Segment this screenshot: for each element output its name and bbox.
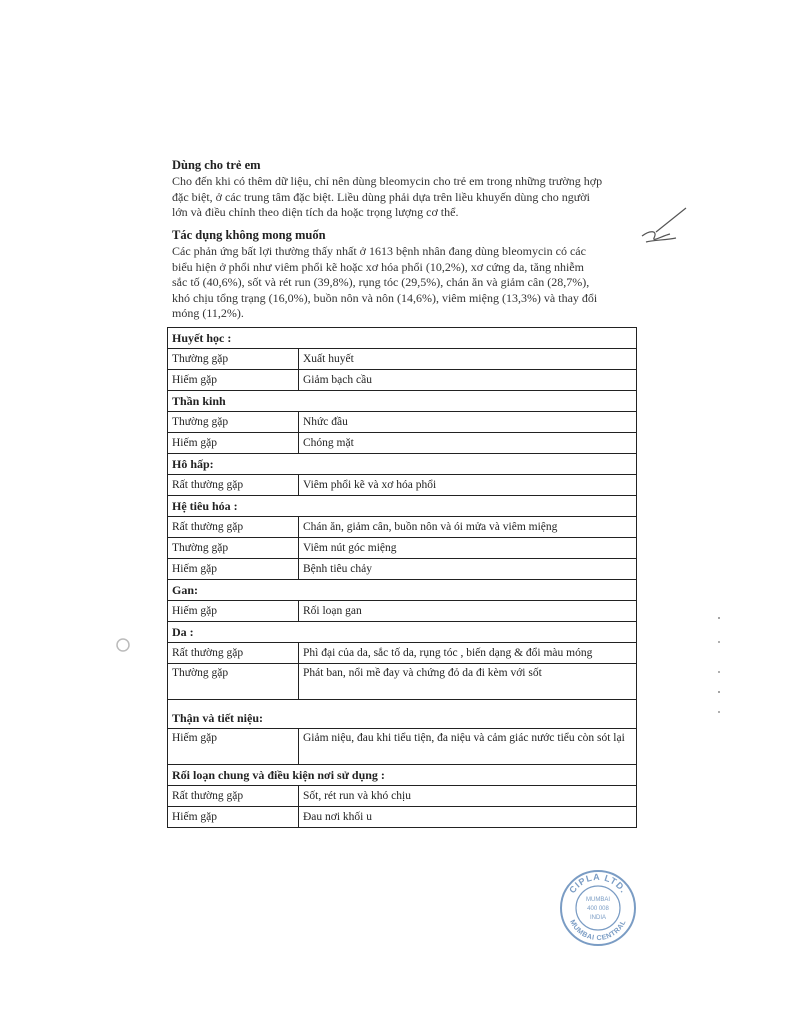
table-row: [168, 807, 637, 828]
children-paragraph: [172, 174, 634, 221]
effect-cell: Bệnh tiêu chảy: [299, 559, 637, 580]
table-row: [168, 786, 637, 807]
effect-cell: Phát ban, nổi mề đay và chứng đỏ da đi kèm với sốt: [299, 664, 637, 700]
effect-cell: Nhức đầu: [299, 412, 637, 433]
seal-top-text: CIPLA LTD.: [567, 871, 629, 896]
table-group-row: [168, 328, 637, 349]
frequency-cell: Thường gặp: [168, 538, 299, 559]
paragraph-line: móng (11,2%).: [172, 306, 244, 321]
table-row: [168, 370, 637, 391]
paragraph-line: đặc biệt, ở các trung tâm đặc biệt. Liều dùng phải dựa trên liều khuyến dùng cho người: [172, 189, 590, 204]
effect-cell: Rối loạn gan: [299, 601, 637, 622]
frequency-cell: Hiếm gặp: [168, 601, 299, 622]
frequency-cell: Hiếm gặp: [168, 729, 299, 765]
paragraph-line: biểu hiện ở phổi như viêm phổi kẽ hoặc xơ hóa phổi (10,2%), xơ cứng da, tăng nhiễm: [172, 259, 584, 274]
effect-cell: Đau nơi khối u: [299, 807, 637, 828]
table-row: [168, 729, 637, 765]
effect-cell: Sốt, rét run và khó chịu: [299, 786, 637, 807]
table-row: [168, 643, 637, 664]
paragraph-line: Cho đến khi có thêm dữ liệu, chỉ nên dùng bleomycin cho trẻ em trong những trường hợp: [172, 174, 603, 188]
frequency-cell: Rất thường gặp: [168, 475, 299, 496]
paragraph-line: lớn và điều chỉnh theo diện tích da hoặc trọng lượng cơ thể.: [172, 205, 459, 220]
effect-cell: Viêm phổi kẽ và xơ hóa phổi: [299, 475, 637, 496]
scan-edge-marks: [715, 612, 723, 722]
frequency-cell: Hiếm gặp: [168, 370, 299, 391]
paragraph-line: sắc tố (40,6%), sốt và rét run (39,8%), rụng tóc (29,5%), chán ăn và giảm cân (28,7%),: [172, 275, 590, 290]
paragraph-line: khó chịu tổng trạng (16,0%), buồn nôn và nôn (14,6%), viêm miệng (13,3%) và thay đổi: [172, 290, 598, 305]
table-row: [168, 433, 637, 454]
seal-center-line: 400 008: [587, 906, 609, 912]
punch-hole-mark: [114, 636, 132, 654]
frequency-cell: Hiếm gặp: [168, 807, 299, 828]
frequency-cell: Thường gặp: [168, 412, 299, 433]
adverse-effects-table: [167, 327, 637, 828]
group-title: Gan:: [168, 580, 637, 601]
frequency-cell: Rất thường gặp: [168, 517, 299, 538]
handwritten-signature: [636, 206, 688, 246]
group-title: Hô hấp:: [168, 454, 637, 475]
effect-cell: Phì đại của da, sắc tố da, rụng tóc , biến dạng & đổi màu móng: [299, 643, 637, 664]
group-title: Rối loạn chung và điều kiện nơi sử dụng :: [168, 765, 637, 786]
effect-cell: Giảm niệu, đau khi tiểu tiện, đa niệu và cảm giác nước tiểu còn sót lại: [299, 729, 637, 765]
group-title: Hệ tiêu hóa :: [168, 496, 637, 517]
table-row: [168, 412, 637, 433]
frequency-cell: Hiếm gặp: [168, 559, 299, 580]
svg-text:CIPLA LTD.: [567, 872, 629, 895]
table-group-row: [168, 496, 637, 517]
frequency-cell: Hiếm gặp: [168, 433, 299, 454]
table-group-row: [168, 391, 637, 412]
group-title: Da :: [168, 622, 637, 643]
table-row: [168, 559, 637, 580]
effect-cell: Giảm bạch cầu: [299, 370, 637, 391]
effect-cell: Xuất huyết: [299, 349, 637, 370]
table-group-row: [168, 622, 637, 643]
effect-cell: Viêm nút góc miệng: [299, 538, 637, 559]
group-title: Thận và tiết niệu:: [168, 700, 637, 729]
adverse-effects-paragraph: [172, 244, 634, 322]
seal-bottom-text: MUMBAI CENTRAL: [568, 918, 628, 943]
children-heading: Dùng cho trẻ em: [172, 158, 261, 172]
adverse-effects-heading: Tác dụng không mong muốn: [172, 228, 326, 242]
table-group-row: [168, 454, 637, 475]
table-row: [168, 664, 637, 700]
group-title: Huyết học :: [168, 328, 637, 349]
effect-cell: Chóng mặt: [299, 433, 637, 454]
table-row: [168, 475, 637, 496]
group-title: Thần kinh: [168, 391, 637, 412]
paragraph-line: Các phản ứng bất lợi thường thấy nhất ở 1613 bệnh nhân đang dùng bleomycin có các: [172, 244, 586, 258]
table-group-row: [168, 580, 637, 601]
frequency-cell: Thường gặp: [168, 664, 299, 700]
table-row: [168, 517, 637, 538]
effect-cell: Chán ăn, giảm cân, buồn nôn và ói mửa và viêm miệng: [299, 517, 637, 538]
table-row: [168, 538, 637, 559]
seal-center-line: MUMBAI: [586, 897, 610, 903]
frequency-cell: Thường gặp: [168, 349, 299, 370]
frequency-cell: Rất thường gặp: [168, 643, 299, 664]
seal-center-line: INDIA: [589, 915, 607, 921]
table-row: [168, 349, 637, 370]
table-group-row: [168, 765, 637, 786]
table-row: [168, 601, 637, 622]
table-group-row: [168, 700, 637, 729]
frequency-cell: Rất thường gặp: [168, 786, 299, 807]
company-seal-stamp: [558, 868, 638, 948]
